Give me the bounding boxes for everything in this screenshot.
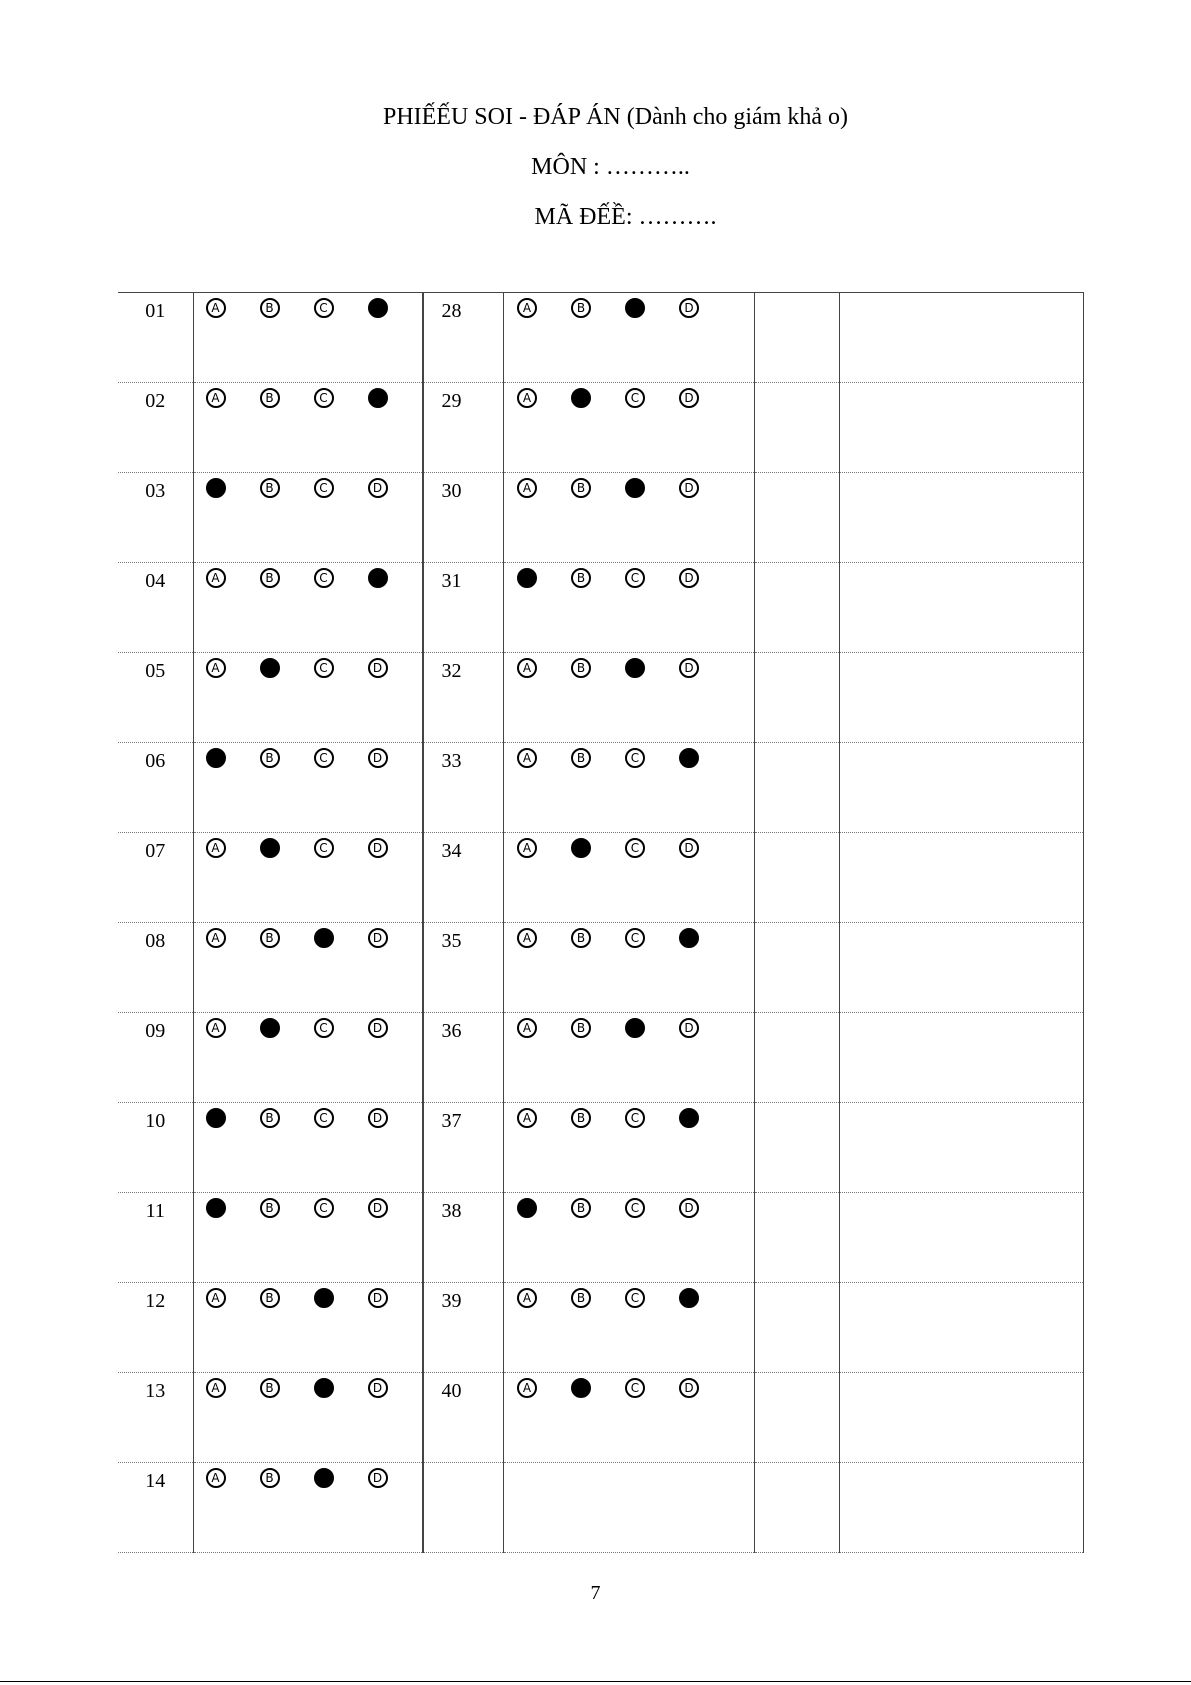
bubble-cell [193, 563, 423, 653]
option-a-bubble: A [206, 838, 226, 858]
bubble-cell [193, 1013, 423, 1103]
empty-cell [755, 473, 840, 563]
question-number-cell [118, 293, 193, 383]
question-number: 10 [145, 1110, 166, 1132]
option-d-bubble-filled [368, 568, 388, 588]
option-a-bubble: A [517, 748, 537, 768]
option-b-bubble: B [571, 298, 591, 318]
option-c-bubble-filled [314, 1468, 334, 1488]
answer-grid [118, 292, 1084, 1553]
option-b-bubble: B [571, 1018, 591, 1038]
answer-options [504, 833, 754, 858]
answer-row [118, 1463, 1084, 1553]
question-number: 14 [145, 1470, 166, 1492]
question-number-cell [118, 1193, 193, 1283]
question-number: 02 [145, 390, 166, 412]
option-b-bubble-filled [571, 1378, 591, 1398]
option-c-bubble: C [625, 1378, 645, 1398]
bubble-cell [193, 1193, 423, 1283]
bubble-cell [504, 383, 755, 473]
subject-line: MÔN : ……….. [531, 154, 690, 180]
empty-cell [755, 833, 840, 923]
option-b-bubble: B [260, 928, 280, 948]
empty-cell [840, 833, 1084, 923]
question-number: 04 [145, 570, 166, 592]
option-a-bubble-filled [206, 478, 226, 498]
question-number-cell [118, 1373, 193, 1463]
answer-options [194, 743, 422, 768]
bubble-cell [193, 1103, 423, 1193]
question-number-cell [423, 293, 504, 383]
option-a-bubble: A [206, 388, 226, 408]
option-b-bubble: B [260, 748, 280, 768]
option-a-bubble: A [517, 298, 537, 318]
answer-options [194, 473, 422, 498]
answer-options [504, 1103, 754, 1128]
bubble-cell [193, 1373, 423, 1463]
option-c-bubble: C [314, 298, 334, 318]
bubble-cell [504, 1103, 755, 1193]
option-c-bubble-filled [625, 478, 645, 498]
bubble-cell [193, 1283, 423, 1373]
answer-options [194, 833, 422, 858]
question-number-cell [423, 1463, 504, 1553]
answer-grid-body [118, 293, 1084, 1553]
option-d-bubble: D [368, 658, 388, 678]
question-number: 34 [441, 840, 462, 862]
question-number: 35 [441, 930, 462, 952]
empty-cell [840, 1103, 1084, 1193]
question-number: 30 [441, 480, 462, 502]
answer-options [194, 383, 422, 408]
option-d-bubble-filled [679, 928, 699, 948]
question-number-cell [423, 653, 504, 743]
answer-options [504, 473, 754, 498]
option-a-bubble: A [206, 1468, 226, 1488]
question-number-cell [118, 563, 193, 653]
answer-row [118, 1283, 1084, 1373]
option-d-bubble-filled [368, 298, 388, 318]
empty-cell [840, 743, 1084, 833]
option-d-bubble: D [368, 748, 388, 768]
option-a-bubble: A [206, 568, 226, 588]
answer-options [194, 1463, 422, 1488]
empty-cell [755, 293, 840, 383]
option-c-bubble-filled [314, 1288, 334, 1308]
question-number: 33 [441, 750, 462, 772]
option-c-bubble: C [625, 748, 645, 768]
answer-row [118, 563, 1084, 653]
question-number-cell [423, 1193, 504, 1283]
answer-row [118, 1193, 1084, 1283]
question-number-cell [423, 1013, 504, 1103]
option-d-bubble: D [368, 1288, 388, 1308]
option-b-bubble: B [571, 658, 591, 678]
question-number: 11 [145, 1200, 165, 1222]
empty-cell [755, 743, 840, 833]
question-number-cell [118, 1013, 193, 1103]
option-a-bubble: A [206, 1378, 226, 1398]
option-d-bubble: D [679, 838, 699, 858]
bubble-cell [504, 1013, 755, 1103]
option-d-bubble: D [679, 478, 699, 498]
page-number: 7 [590, 1582, 601, 1604]
question-number: 06 [145, 750, 166, 772]
question-number-cell [423, 743, 504, 833]
question-number-cell [118, 1463, 193, 1553]
empty-cell [840, 293, 1084, 383]
option-a-bubble: A [517, 658, 537, 678]
option-b-bubble-filled [571, 388, 591, 408]
option-d-bubble: D [679, 388, 699, 408]
empty-cell [755, 1463, 840, 1553]
option-b-bubble: B [260, 298, 280, 318]
option-d-bubble: D [679, 298, 699, 318]
question-number-cell [423, 563, 504, 653]
question-number: 09 [145, 1020, 166, 1042]
answer-options [194, 563, 422, 588]
option-d-bubble: D [368, 838, 388, 858]
bubble-cell [504, 923, 755, 1013]
option-b-bubble: B [571, 1108, 591, 1128]
answer-row [118, 653, 1084, 743]
answer-options [194, 1193, 422, 1218]
bubble-cell [504, 1463, 755, 1553]
bubble-cell [504, 1193, 755, 1283]
answer-options [504, 383, 754, 408]
answer-options [504, 653, 754, 678]
option-c-bubble: C [625, 388, 645, 408]
option-c-bubble: C [625, 568, 645, 588]
empty-cell [755, 653, 840, 743]
option-a-bubble: A [517, 478, 537, 498]
option-a-bubble: A [517, 1108, 537, 1128]
option-c-bubble: C [625, 1198, 645, 1218]
empty-cell [840, 383, 1084, 473]
bubble-cell [193, 923, 423, 1013]
answer-options [194, 923, 422, 948]
answer-options [504, 1283, 754, 1308]
option-d-bubble: D [368, 1018, 388, 1038]
option-d-bubble: D [368, 478, 388, 498]
option-a-bubble-filled [517, 1198, 537, 1218]
exam-code-line: MÃ ĐẾỀ: ………. [534, 204, 717, 230]
answer-options [194, 653, 422, 678]
answer-options [504, 923, 754, 948]
answer-row [118, 743, 1084, 833]
option-b-bubble: B [571, 1198, 591, 1218]
question-number-cell [423, 383, 504, 473]
empty-cell [755, 1283, 840, 1373]
answer-row [118, 1103, 1084, 1193]
question-number-cell [423, 833, 504, 923]
bubble-cell [193, 1463, 423, 1553]
option-b-bubble: B [260, 1378, 280, 1398]
question-number-cell [423, 923, 504, 1013]
empty-cell [840, 473, 1084, 563]
bubble-cell [504, 1283, 755, 1373]
bubble-cell [193, 473, 423, 563]
option-a-bubble: A [206, 1288, 226, 1308]
bubble-cell [504, 293, 755, 383]
option-a-bubble: A [206, 658, 226, 678]
bubble-cell [193, 743, 423, 833]
option-c-bubble: C [625, 1108, 645, 1128]
answer-options [194, 1373, 422, 1398]
option-b-bubble: B [260, 1468, 280, 1488]
option-d-bubble-filled [368, 388, 388, 408]
option-c-bubble-filled [625, 1018, 645, 1038]
answer-row [118, 833, 1084, 923]
option-c-bubble-filled [314, 928, 334, 948]
option-a-bubble: A [517, 1018, 537, 1038]
option-d-bubble-filled [679, 1108, 699, 1128]
question-number: 08 [145, 930, 166, 952]
question-number: 31 [441, 570, 462, 592]
option-c-bubble: C [625, 838, 645, 858]
option-d-bubble: D [368, 1198, 388, 1218]
answer-row [118, 923, 1084, 1013]
option-b-bubble: B [571, 748, 591, 768]
question-number-cell [118, 923, 193, 1013]
option-a-bubble: A [517, 1288, 537, 1308]
option-a-bubble: A [517, 838, 537, 858]
option-a-bubble-filled [517, 568, 537, 588]
option-c-bubble-filled [625, 298, 645, 318]
question-number-cell [118, 383, 193, 473]
question-number: 07 [145, 840, 166, 862]
empty-cell [755, 1103, 840, 1193]
option-c-bubble-filled [625, 658, 645, 678]
question-number: 03 [145, 480, 166, 502]
empty-cell [840, 1463, 1084, 1553]
option-c-bubble: C [314, 1198, 334, 1218]
bubble-cell [504, 563, 755, 653]
option-d-bubble: D [368, 928, 388, 948]
question-number-cell [118, 1283, 193, 1373]
empty-cell [840, 1283, 1084, 1373]
bubble-cell [504, 653, 755, 743]
option-d-bubble-filled [679, 748, 699, 768]
option-a-bubble: A [517, 928, 537, 948]
bubble-cell [193, 293, 423, 383]
answer-row [118, 473, 1084, 563]
option-a-bubble: A [206, 928, 226, 948]
option-d-bubble: D [679, 658, 699, 678]
empty-cell [840, 563, 1084, 653]
question-number: 38 [441, 1200, 462, 1222]
bubble-cell [504, 833, 755, 923]
empty-cell [840, 1193, 1084, 1283]
option-b-bubble-filled [260, 838, 280, 858]
option-d-bubble: D [368, 1468, 388, 1488]
bubble-cell [193, 833, 423, 923]
empty-cell [755, 563, 840, 653]
answer-options [504, 1013, 754, 1038]
option-b-bubble: B [571, 478, 591, 498]
option-b-bubble-filled [260, 658, 280, 678]
bubble-cell [193, 383, 423, 473]
option-b-bubble: B [571, 568, 591, 588]
answer-row [118, 1373, 1084, 1463]
empty-cell [840, 653, 1084, 743]
question-number: 05 [145, 660, 166, 682]
answer-options [504, 563, 754, 588]
option-b-bubble: B [260, 1108, 280, 1128]
question-number: 29 [441, 390, 462, 412]
answer-options [504, 1193, 754, 1218]
question-number: 36 [441, 1020, 462, 1042]
answer-options [194, 1283, 422, 1308]
option-c-bubble: C [314, 1108, 334, 1128]
option-b-bubble: B [260, 478, 280, 498]
option-c-bubble: C [314, 658, 334, 678]
empty-cell [755, 1373, 840, 1463]
question-number-cell [118, 1103, 193, 1193]
question-number: 01 [145, 300, 166, 322]
option-a-bubble-filled [206, 1198, 226, 1218]
empty-cell [755, 383, 840, 473]
question-number-cell [118, 653, 193, 743]
answer-options [504, 293, 754, 318]
option-c-bubble: C [314, 748, 334, 768]
option-d-bubble: D [679, 1378, 699, 1398]
option-b-bubble: B [260, 568, 280, 588]
option-a-bubble: A [517, 1378, 537, 1398]
question-number: 13 [145, 1380, 166, 1402]
empty-cell [840, 923, 1084, 1013]
answer-options [194, 1013, 422, 1038]
question-number-cell [423, 1373, 504, 1463]
sheet-title: PHIẾẾU SOI - ĐÁP ÁN (Dành cho giám khả o) [382, 104, 849, 130]
empty-cell [755, 1013, 840, 1103]
option-d-bubble-filled [679, 1288, 699, 1308]
question-number-cell [423, 1103, 504, 1193]
question-number: 39 [441, 1290, 462, 1312]
question-number-cell [423, 473, 504, 563]
answer-options [194, 1103, 422, 1128]
option-a-bubble-filled [206, 748, 226, 768]
option-c-bubble: C [625, 1288, 645, 1308]
option-d-bubble: D [679, 568, 699, 588]
bubble-cell [504, 1373, 755, 1463]
answer-options [504, 743, 754, 768]
option-c-bubble: C [314, 568, 334, 588]
option-b-bubble-filled [260, 1018, 280, 1038]
bubble-cell [504, 473, 755, 563]
option-a-bubble: A [206, 1018, 226, 1038]
empty-cell [840, 1013, 1084, 1103]
question-number-cell [118, 473, 193, 563]
option-d-bubble: D [679, 1018, 699, 1038]
question-number: 12 [145, 1290, 166, 1312]
answer-options [504, 1373, 754, 1398]
option-b-bubble: B [260, 1288, 280, 1308]
option-d-bubble: D [368, 1378, 388, 1398]
bubble-cell [504, 743, 755, 833]
empty-cell [755, 923, 840, 1013]
option-d-bubble: D [368, 1108, 388, 1128]
question-number: 32 [441, 660, 462, 682]
question-number-cell [118, 743, 193, 833]
answer-options [194, 293, 422, 318]
option-a-bubble-filled [206, 1108, 226, 1128]
question-number: 40 [441, 1380, 462, 1402]
option-d-bubble: D [679, 1198, 699, 1218]
option-c-bubble: C [314, 388, 334, 408]
option-c-bubble: C [625, 928, 645, 948]
option-a-bubble: A [517, 388, 537, 408]
question-number: 28 [441, 300, 462, 322]
option-b-bubble: B [260, 1198, 280, 1218]
option-b-bubble-filled [571, 838, 591, 858]
option-a-bubble: A [206, 298, 226, 318]
option-c-bubble: C [314, 1018, 334, 1038]
option-c-bubble: C [314, 838, 334, 858]
answer-row [118, 383, 1084, 473]
option-b-bubble: B [571, 1288, 591, 1308]
answer-row [118, 293, 1084, 383]
question-number-cell [118, 833, 193, 923]
option-b-bubble: B [571, 928, 591, 948]
bubble-cell [193, 653, 423, 743]
option-c-bubble-filled [314, 1378, 334, 1398]
question-number-cell [423, 1283, 504, 1373]
option-c-bubble: C [314, 478, 334, 498]
answer-row [118, 1013, 1084, 1103]
option-b-bubble: B [260, 388, 280, 408]
empty-cell [840, 1373, 1084, 1463]
bottom-rule [0, 1681, 1191, 1682]
empty-cell [755, 1193, 840, 1283]
question-number: 37 [441, 1110, 462, 1132]
